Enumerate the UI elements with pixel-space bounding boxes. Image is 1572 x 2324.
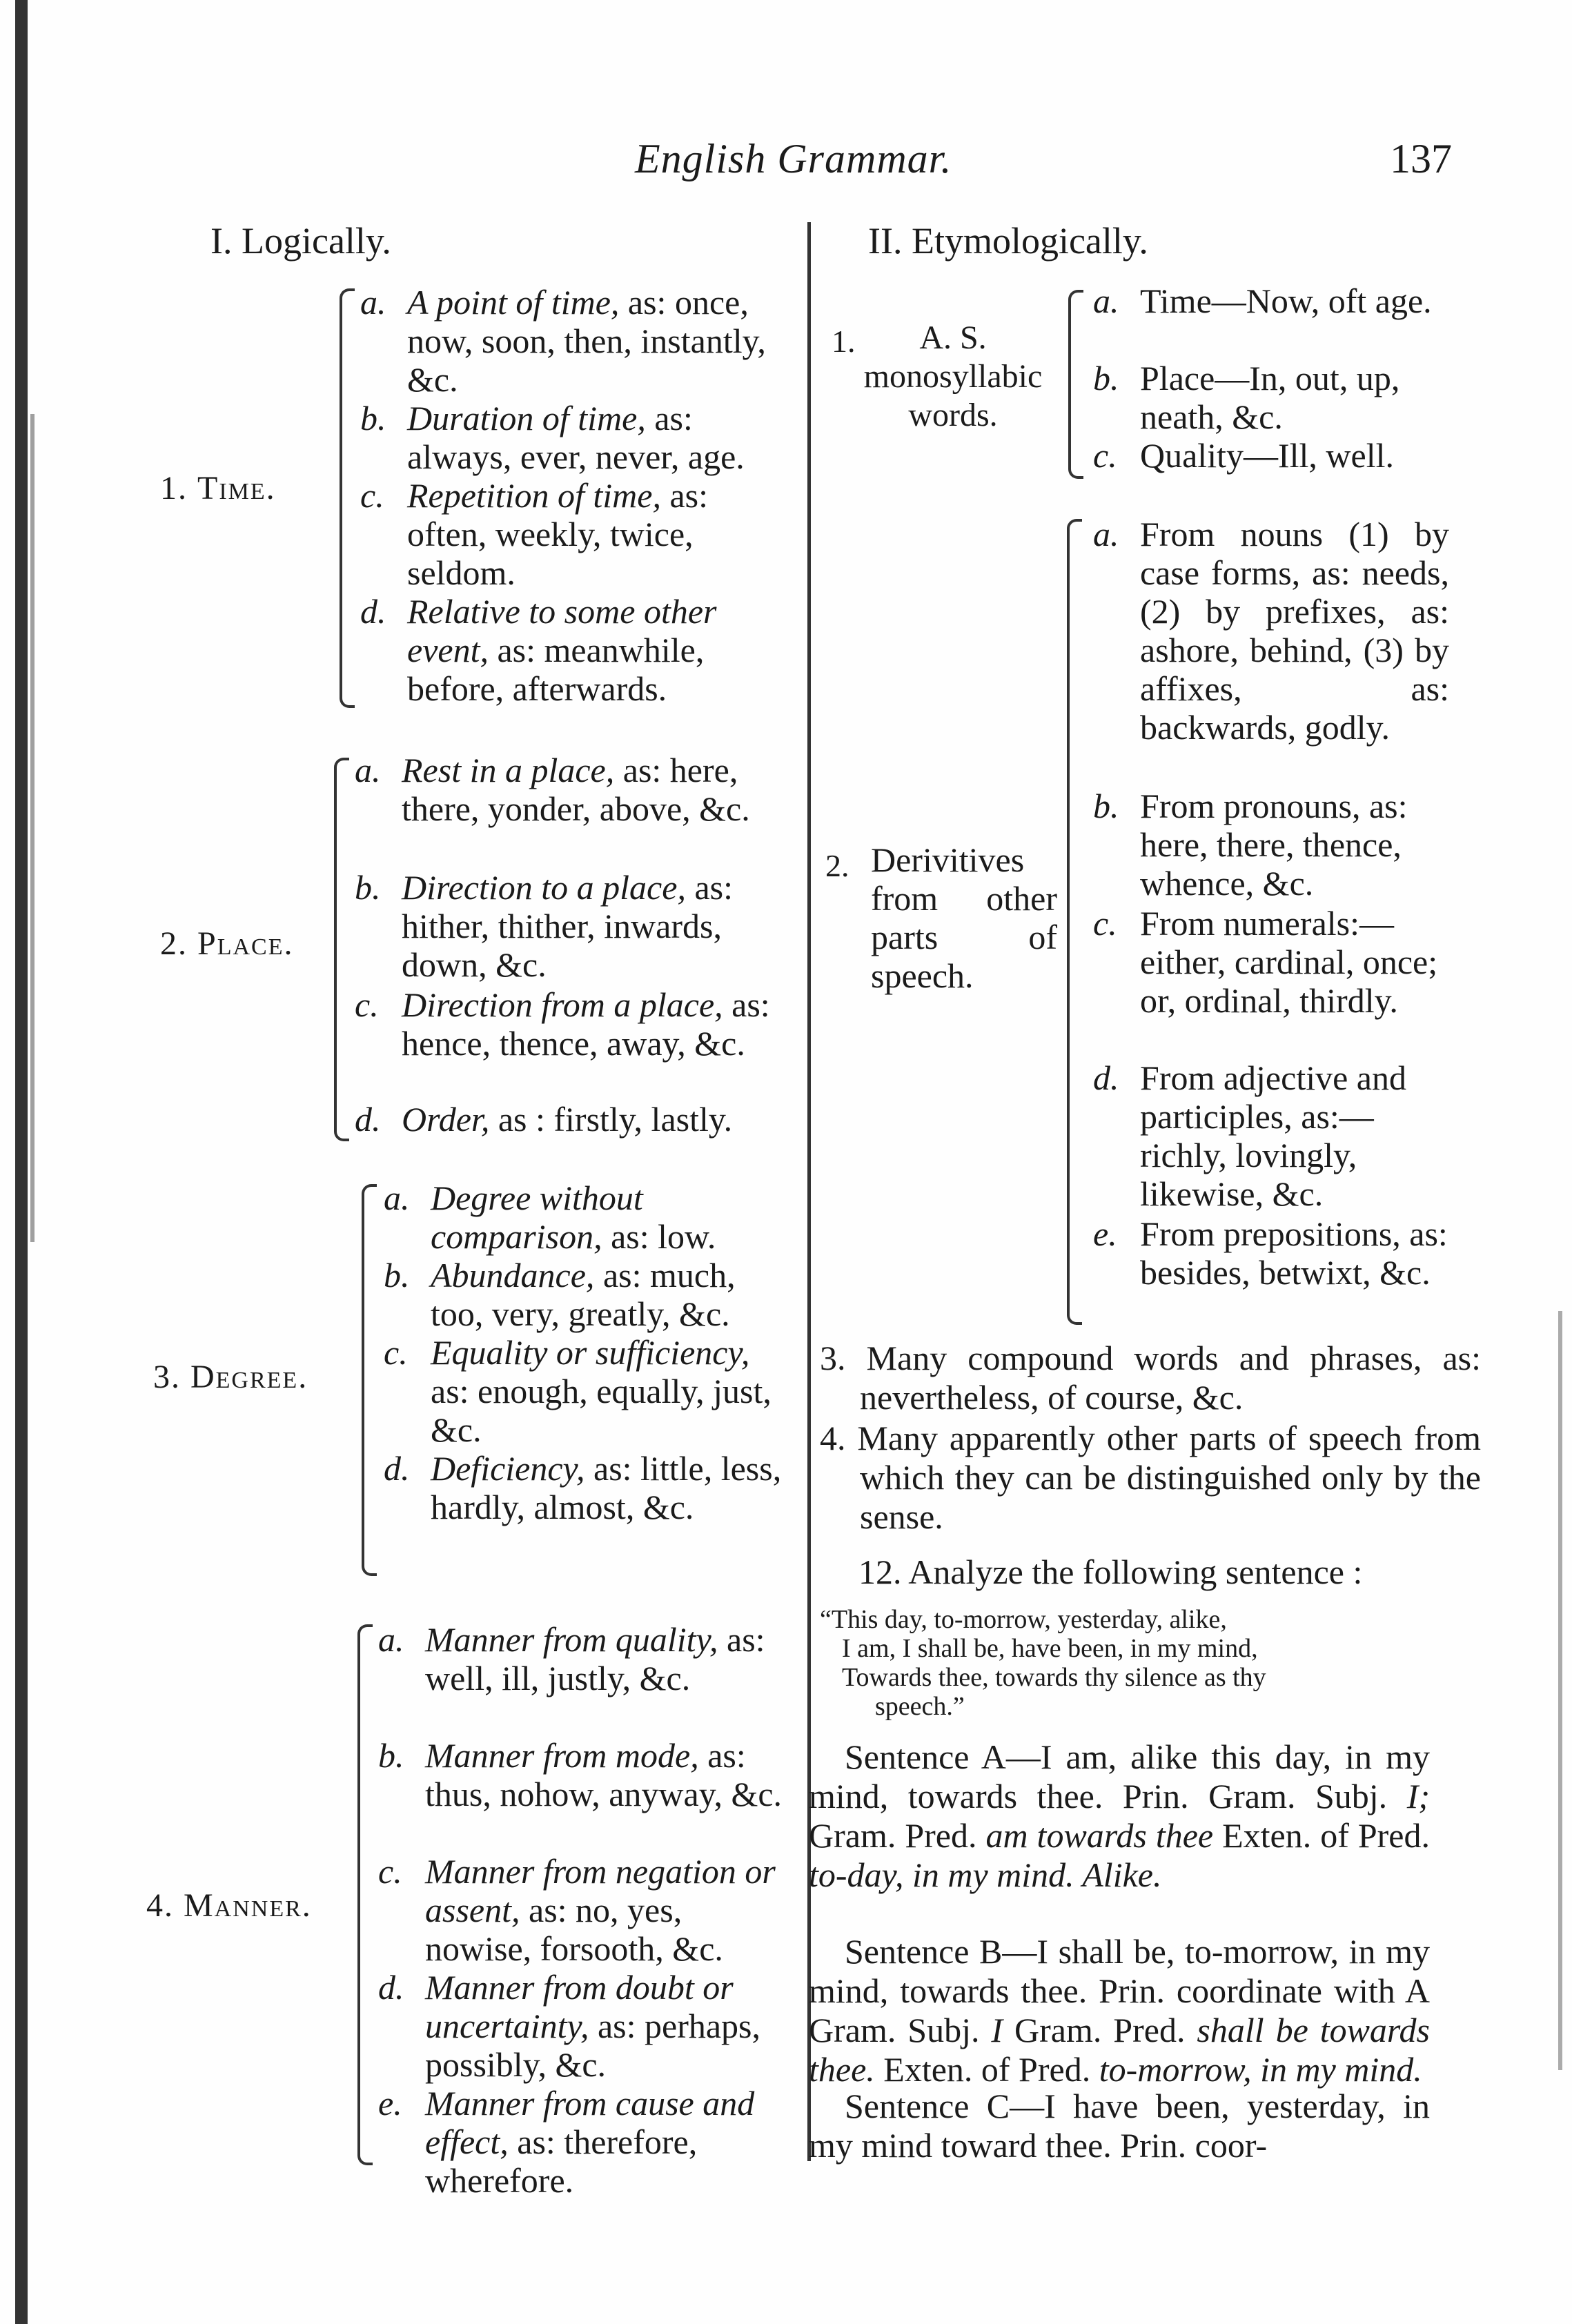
group-label-derivitives: Derivitives from other parts of speech. (871, 840, 1057, 995)
group-label-monosyllabic: A. S. monosyllabic words. (863, 319, 1043, 433)
group-number: 3. (153, 1359, 181, 1395)
group-name: Place. (197, 925, 294, 962)
group-label-place (160, 925, 293, 963)
verse-line: I am, I shall be, have been, in my mind, (842, 1634, 1258, 1663)
sentence-b: Sentence B—I shall be, to-morrow, in my mind, towards thee. Prin. coordinate with A Gram. Subj. I Gram. Pred. shall be towards thee. Exten. of Pred. to-morrow, in my mind. (809, 1932, 1430, 2089)
brace-place (334, 758, 349, 1141)
exercise-heading: 12. Analyze the following sentence : (858, 1553, 1363, 1591)
group-number: 1. (832, 324, 856, 359)
brace-derivitives (1067, 519, 1082, 1325)
sentence-c: Sentence C—I have been, yesterday, in my mind toward thee. Prin. coor- (809, 2087, 1430, 2165)
verse-line: speech.” (875, 1692, 965, 1721)
group-label-manner (146, 1887, 312, 1924)
brace-monosyllabic (1068, 290, 1083, 479)
right-heading: II. Etymologically. (868, 220, 1148, 262)
verse-line: “This day, to-morrow, yesterday, alike, (820, 1605, 1227, 1634)
left-heading: I. Logically. (210, 220, 391, 262)
brace-degree (362, 1184, 377, 1576)
quoted-verse (820, 1605, 1441, 1721)
left-scan-edge (15, 0, 28, 2324)
group-number: 2. (160, 925, 188, 962)
group-number: 1. (160, 470, 188, 506)
left-scan-shadow (30, 414, 35, 1242)
group-name: Degree. (190, 1359, 308, 1395)
list-item-4: 4. Many apparently other parts of speech from which they can be distinguished only by the sense. (820, 1419, 1481, 1536)
group-name: Manner. (184, 1887, 312, 1924)
running-head: English Grammar. (635, 136, 952, 181)
group-label-time (160, 469, 276, 507)
sentence-a: Sentence A—I am, alike this day, in my mind, towards thee. Prin. Gram. Subj. I; Gram. Pred. am towards thee Exten. of Pred. to-day, in my mind. Alike. (809, 1737, 1430, 1894)
group-name: Time. (197, 470, 276, 506)
brace-manner (357, 1624, 373, 2165)
group-number: 2. (825, 848, 849, 883)
brace-time (340, 288, 355, 708)
verse-line: Towards thee, towards thy silence as thy (842, 1663, 1266, 1692)
list-item-3: 3. Many compound words and phrases, as: nevertheless, of course, &c. (820, 1339, 1481, 1417)
group-label-degree (153, 1358, 308, 1396)
page-number: 137 (1390, 136, 1452, 181)
group-number: 4. (146, 1887, 174, 1924)
right-scan-edge (1558, 1311, 1562, 2070)
